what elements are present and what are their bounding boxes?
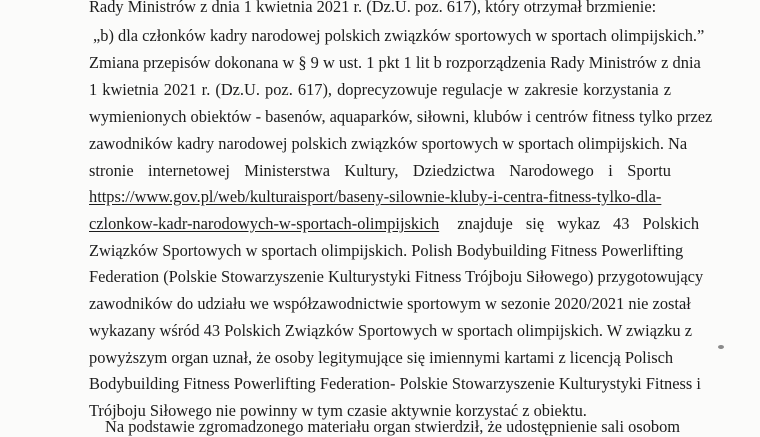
text-line-5: wymienionych obiektów - basenów, aquaparków, siłowni, klubów i centrów fitness tylko przez xyxy=(89,107,713,126)
text-line-11: Federation (Polskie Stowarzyszenie Kulturystyki Fitness Trójboju Siłowego) przygotowujący xyxy=(89,267,704,286)
scan-speck xyxy=(718,345,724,349)
text-line-17-partial: Na podstawie zgromadzonego materiału organ stwierdził, że udostępnienie sali osobom xyxy=(105,417,681,436)
text-line-10: Związków Sportowych w sportach olimpijskich. Polish Bodybuilding Fitness Powerlifting xyxy=(89,241,684,260)
text-line-12: zawodników do udziału we współzawodnictwie sportowym w sezonie 2020/2021 nie został xyxy=(89,294,691,313)
text-line-9-rest: znajduje się wykaz 43 Polskich xyxy=(457,214,700,233)
text-line-3: Zmiana przepisów dokonana w § 9 w ust. 1 pkt 1 lit b rozporządzenia Rady Ministrów z dnia xyxy=(89,53,701,72)
text-line-16: Trójboju Siłowego nie powinny w tym czasie aktywnie korzystać z obiektu. xyxy=(89,401,587,420)
text-line-9 xyxy=(89,214,700,234)
text-line-7: stronie internetowej Ministerstwa Kultury, Dziedzictwa Narodowego i Sportu xyxy=(89,161,671,180)
quoted-provision: „b) dla członków kadry narodowej polskich związków sportowych w sportach olimpijskich.” xyxy=(93,26,705,45)
ministry-url-part-1[interactable]: https://www.gov.pl/web/kulturaisport/baseny-silownie-kluby-i-centra-fitness-tylko-dla- xyxy=(89,187,662,206)
text-line-6: zawodników kadry narodowej polskich związków sportowych w sportach olimpijskich. Na xyxy=(89,134,688,153)
text-line-14: powyższym organ uznał, że osoby legitymujące się imiennymi kartami z licencją Polisch xyxy=(89,348,674,367)
text-line-13: wykazany wśród 43 Polskich Związków Sportowych w sportach olimpijskich. W związku z xyxy=(89,321,693,340)
ministry-url-part-2[interactable]: czlonkow-kadr-narodowych-w-sportach-olimpijskich xyxy=(89,214,440,233)
text-line-15: Bodybuilding Fitness Powerlifting Federation- Polskie Stowarzyszenie Kulturystyki Fitness i xyxy=(89,374,701,393)
text-line-1: Rady Ministrów z dnia 1 kwietnia 2021 r. (Dz.U. poz. 617), który otrzymał brzmienie: xyxy=(89,0,657,16)
text-line-4: 1 kwietnia 2021 r. (Dz.U. poz. 617), doprecyzowuje regulacje w zakresie korzystania z xyxy=(89,80,671,99)
